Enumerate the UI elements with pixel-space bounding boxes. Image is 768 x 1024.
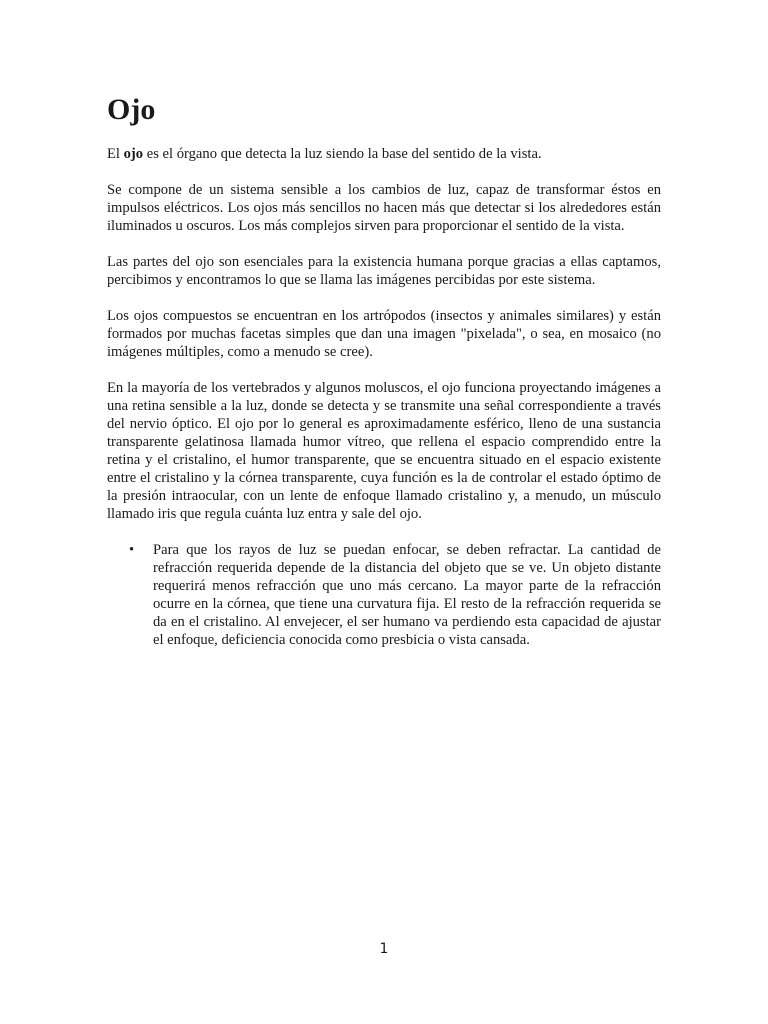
body-paragraph: Los ojos compuestos se encuentran en los artrópodos (insectos y animales similares) y están formados por muchas facetas simples que dan una imagen "pixelada", o sea, en mosaico (no imágenes múltiples, como a menudo se cree). [107,308,661,360]
body-paragraph: En la mayoría de los vertebrados y algunos moluscos, el ojo funciona proyectando imágenes a una retina sensible a la luz, donde se detecta y se transmite una señal correspondiente a través del nervio óptico. El ojo por lo general es aproximadamente esférico, lleno de una sustancia transparente gelatinosa llamada humor vítreo, que rellena el espacio comprendido entre la retina y el cristalino, el humor transparente, que se encuentra situado en el espacio existente entre el cristalino y la córnea transparente, cuya función es la de controlar el estado óptimo de la presión intraocular, con un lente de enfoque llamado cristalino y, a menudo, un músculo llamado iris que regula cuánta luz entra y sale del ojo. [107,380,661,522]
document-title: Ojo [107,93,156,126]
intro-prefix: El [107,146,124,162]
intro-bold-term: ojo [123,146,144,162]
list-item [129,541,661,649]
page-number: 1 [379,941,389,957]
intro-suffix: es el órgano que detecta la luz siendo la base del sentido de la vista. [143,146,542,162]
document-page [107,92,661,649]
body-paragraph: Se compone de un sistema sensible a los cambios de luz, capaz de transformar éstos en impulsos eléctricos. Los ojos más sencillos no hacen más que detectar si los alrededores están iluminados u oscuros. Los más complejos sirven para proporcionar el sentido de la vista. [107,182,661,234]
bullet-list [107,541,661,649]
intro-paragraph [107,145,661,163]
body-paragraph: Las partes del ojo son esenciales para la existencia humana porque gracias a ellas captamos, percibimos y encontramos lo que se llama las imágenes percibidas por este sistema. [107,254,661,288]
list-item-text: Para que los rayos de luz se puedan enfocar, se deben refractar. La cantidad de refracción requerida depende de la distancia del objeto que se ve. Un objeto distante requerirá menos refracción que uno más cercano. La mayor parte de la refracción ocurre en la córnea, que tiene una curvatura fija. El resto de la refracción requerida se da en el cristalino. Al envejecer, el ser humano va perdiendo esta capacidad de ajustar el enfoque, deficiencia conocida como presbicia o vista cansada. [153,542,661,648]
bullet-marker: • [129,542,135,558]
